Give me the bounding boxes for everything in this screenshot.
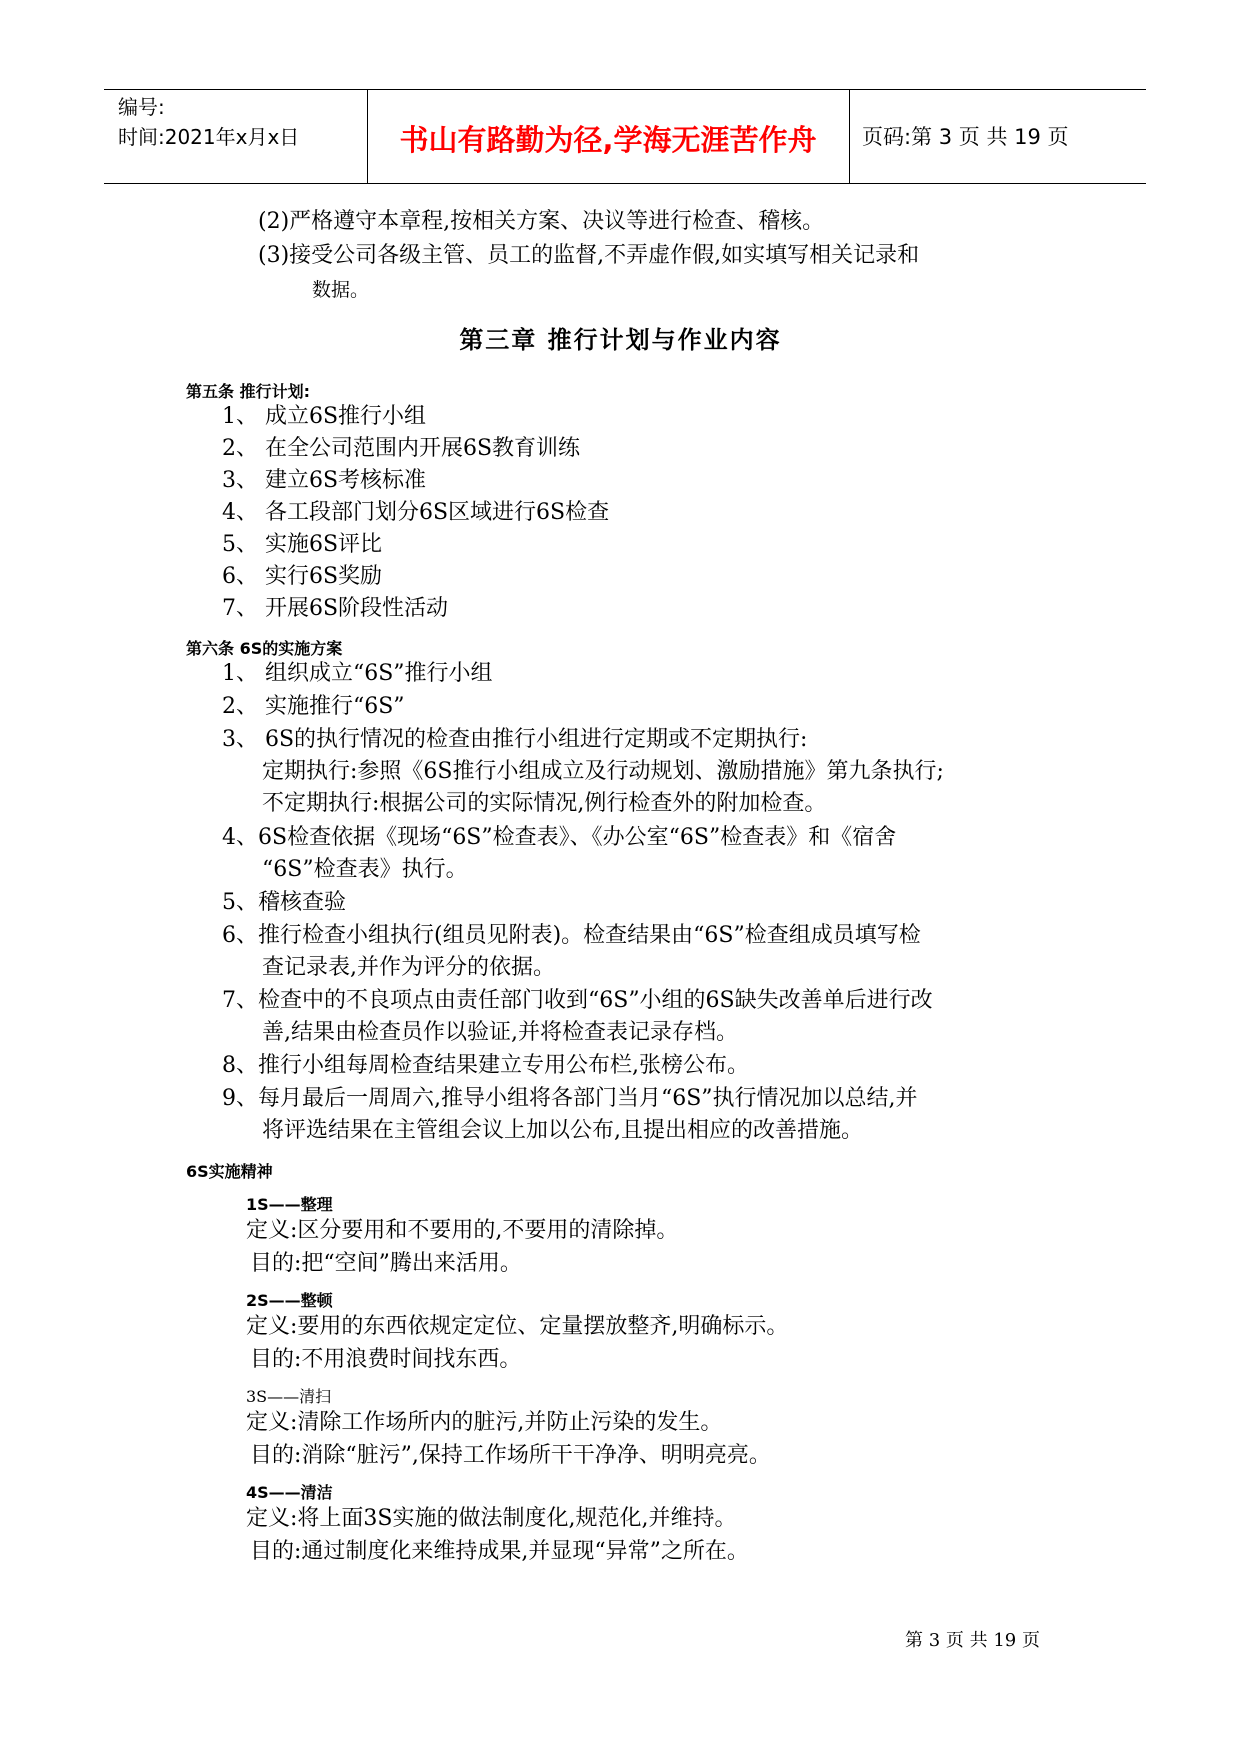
list-item: 8、推行小组每周检查结果建立专用公布栏,张榜公布。	[222, 1053, 749, 1078]
list-item: 6、推行检查小组执行(组员见附表)。检查结果由“6S”检查组成员填写检	[222, 923, 921, 948]
header-divider	[367, 90, 368, 183]
list-item: 3、 6S的执行情况的检查由推行小组进行定期或不定期执行:	[222, 727, 808, 752]
s1-purpose: 目的:把“空间”腾出来活用。	[250, 1251, 522, 1276]
s4-purpose: 目的:通过制度化来维持成果,并显现“异常”之所在。	[250, 1539, 749, 1564]
page-header	[104, 89, 1146, 184]
s3-definition: 定义:清除工作场所内的脏污,并防止污染的发生。	[246, 1410, 723, 1435]
chapter-title: 第三章 推行计划与作业内容	[459, 326, 782, 354]
s3-title: 3S——清扫	[246, 1387, 332, 1406]
list-item: 7、 开展6S阶段性活动	[222, 596, 449, 621]
list-item: 不定期执行:根据公司的实际情况,例行检查外的附加检查。	[262, 791, 827, 816]
list-item: 6、 实行6S奖励	[222, 564, 383, 589]
header-divider	[849, 90, 850, 183]
list-item: 3、 建立6S考核标准	[222, 468, 427, 493]
list-item: 9、每月最后一周周六,推导小组将各部门当月“6S”执行情况加以总结,并	[222, 1086, 918, 1111]
list-item: 将评选结果在主管组会议上加以公布,且提出相应的改善措施。	[262, 1118, 863, 1143]
header-page-info: 页码:第 3 页 共 19 页	[862, 125, 1069, 149]
list-item: 查记录表,并作为评分的依据。	[262, 955, 555, 980]
article5-title: 第五条 推行计划:	[186, 382, 310, 401]
list-item: 1、 组织成立“6S”推行小组	[222, 661, 493, 686]
doc-time-label: 时间:2021年x月x日	[118, 125, 300, 149]
list-item: “6S”检查表》执行。	[262, 857, 468, 882]
list-item: 5、稽核查验	[222, 890, 346, 915]
list-item: 5、 实施6S评比	[222, 532, 383, 557]
s2-purpose: 目的:不用浪费时间找东西。	[250, 1347, 522, 1372]
list-item: 4、 各工段部门划分6S区域进行6S检查	[222, 500, 610, 525]
intro-line: 数据。	[312, 279, 370, 301]
spirit-title: 6S实施精神	[186, 1162, 273, 1181]
list-item: 1、 成立6S推行小组	[222, 404, 427, 429]
article6-title: 第六条 6S的实施方案	[186, 639, 343, 658]
s2-definition: 定义:要用的东西依规定定位、定量摆放整齐,明确标示。	[246, 1314, 789, 1339]
list-item: 善,结果由检查员作以验证,并将检查表记录存档。	[262, 1020, 738, 1045]
s3-purpose: 目的:消除“脏污”,保持工作场所干干净净、明明亮亮。	[250, 1443, 771, 1468]
list-item: 4、6S检查依据《现场“6S”检查表》、《办公室“6S”检查表》和《宿舍	[222, 825, 897, 850]
doc-number-label: 编号:	[118, 95, 165, 119]
header-motto: 书山有路勤为径,学海无涯苦作舟	[399, 123, 817, 157]
intro-line: (3)接受公司各级主管、员工的监督,不弄虚作假,如实填写相关记录和	[258, 243, 920, 268]
s1-title: 1S——整理	[246, 1195, 333, 1214]
s4-title: 4S——清洁	[246, 1483, 333, 1502]
header-meta	[118, 92, 368, 152]
list-item: 7、检查中的不良项点由责任部门收到“6S”小组的6S缺失改善单后进行改	[222, 988, 933, 1013]
list-item: 2、 在全公司范围内开展6S教育训练	[222, 436, 581, 461]
s2-title: 2S——整顿	[246, 1291, 333, 1310]
list-item: 定期执行:参照《6S推行小组成立及行动规划、激励措施》第九条执行;	[262, 759, 944, 784]
s1-definition: 定义:区分要用和不要用的,不要用的清除掉。	[246, 1218, 679, 1243]
s4-definition: 定义:将上面3S实施的做法制度化,规范化,并维持。	[246, 1506, 737, 1531]
page-footer: 第 3 页 共 19 页	[905, 1630, 1040, 1651]
list-item: 2、 实施推行“6S”	[222, 694, 405, 719]
intro-line: (2)严格遵守本章程,按相关方案、决议等进行检查、稽核。	[258, 209, 825, 234]
